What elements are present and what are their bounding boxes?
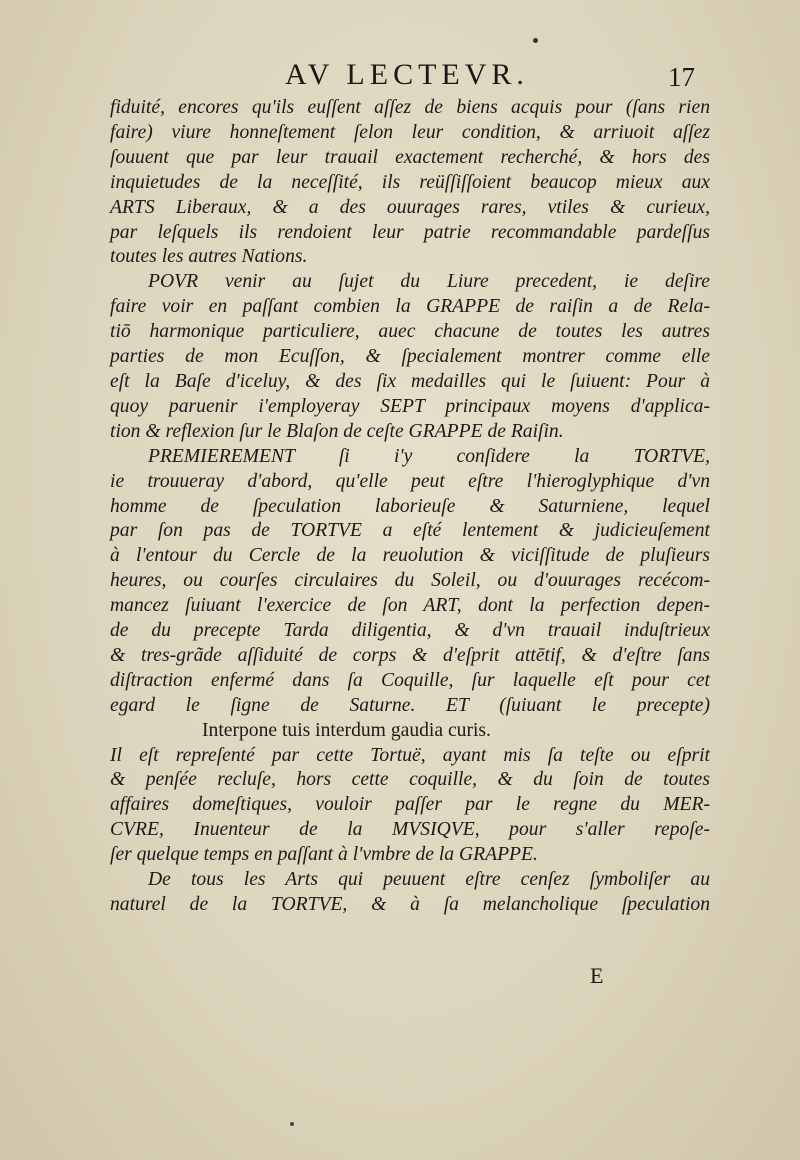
text-line: fiduité, encores qu'ils euſſent aſſez de biens acquis pour (ſans rien: [110, 97, 710, 118]
signature-mark: E: [590, 963, 604, 988]
page-number: 17: [668, 62, 695, 92]
text-line: & penſée recluſe, hors cette coquille, & du ſoin de toutes: [110, 769, 710, 791]
text-line: homme de ſpeculation laborieuſe & Saturniene, lequel: [110, 495, 710, 517]
text-line: tion & reflexion ſur le Blaſon de ceſte GRAPPE de Raiſin.: [110, 420, 564, 442]
ink-speck: [533, 38, 538, 43]
text-line: à l'entour du Cercle de la reuolution & viciſſitude de pluſieurs: [110, 545, 710, 567]
text-line: ſouuent que par leur trauail exactement recherché, & hors des: [110, 146, 710, 168]
body-text: [110, 96, 710, 918]
text-line: & tres-grãde aſſiduité de corps & d'eſprit attētif, & d'eſtre ſans: [110, 644, 710, 666]
text-line: egard le ſigne de Saturne. ET (ſuiuant le precepte): [110, 694, 710, 716]
text-line: tiō harmonique particuliere, auec chacune de toutes les autres: [110, 321, 710, 343]
text-line: inquietudes de la neceſſité, ils reüſſiſſoient beaucop mieux aux: [110, 171, 710, 193]
text-line: Il eſt repreſenté par cette Tortuë, ayant mis ſa teſte ou eſprit: [110, 744, 710, 766]
text-line: ie trouueray d'abord, qu'elle peut eſtre l'hieroglyphique d'vn: [110, 470, 710, 492]
text-line: heures, ou courſes circulaires du Soleil, ou d'ouurages recécom-: [110, 570, 710, 592]
text-line: diſtraction enfermé dans ſa Coquille, ſur laquelle eſt pour cet: [110, 669, 710, 691]
text-line: ſer quelque temps en paſſant à l'vmbre de la GRAPPE.: [110, 844, 538, 866]
text-line: faire) viure honneſtement ſelon leur condition, & arriuoit aſſez: [110, 121, 710, 143]
text-line: De tous les Arts qui peuuent eſtre cenſez ſymboliſer au: [148, 869, 710, 891]
text-line: par leſquels ils rendoient leur patrie recommandable pardeſſus: [110, 221, 710, 243]
text-line: POVR venir au ſujet du Liure precedent, ie deſire: [148, 271, 710, 293]
page-header: [110, 58, 695, 98]
text-line: PREMIEREMENT ſi i'y conſidere la TORTVE,: [148, 445, 710, 467]
latin-verse: Interpone tuis interdum gaudia curis.: [202, 719, 491, 741]
text-line: faire voir en paſſant combien la GRAPPE de raiſin a de Rela-: [110, 296, 710, 318]
text-line: quoy paruenir i'employeray SEPT principaux moyens d'applica-: [110, 395, 710, 417]
text-line: de du precepte Tarda diligentia, & d'vn trauail induſtrieux: [110, 620, 710, 642]
text-line: eſt la Baſe d'iceluy, & des ſix medailles qui le ſuiuent: Pour à: [110, 370, 710, 392]
text-line: toutes les autres Nations.: [110, 246, 308, 268]
text-line: par ſon pas de TORTVE a eſté lentement & judicieuſement: [110, 520, 710, 542]
text-line: affaires domeſtiques, vouloir paſſer par le regne du MER-: [110, 794, 710, 816]
text-line: naturel de la TORTVE, & à ſa melancholique ſpeculation: [110, 894, 710, 915]
text-line: mancez ſuiuant l'exercice de ſon ART, dont la perfection depen-: [110, 595, 710, 617]
text-line: CVRE, Inuenteur de la MVSIQVE, pour s'aller repoſe-: [110, 819, 710, 841]
text-line: parties de mon Ecuſſon, & ſpecialement montrer comme elle: [110, 346, 710, 368]
running-head: AV LECTEVR.: [285, 58, 529, 91]
ink-speck: [290, 1122, 294, 1126]
text-line: ARTS Liberaux, & a des ouurages rares, vtiles & curieux,: [110, 196, 710, 218]
